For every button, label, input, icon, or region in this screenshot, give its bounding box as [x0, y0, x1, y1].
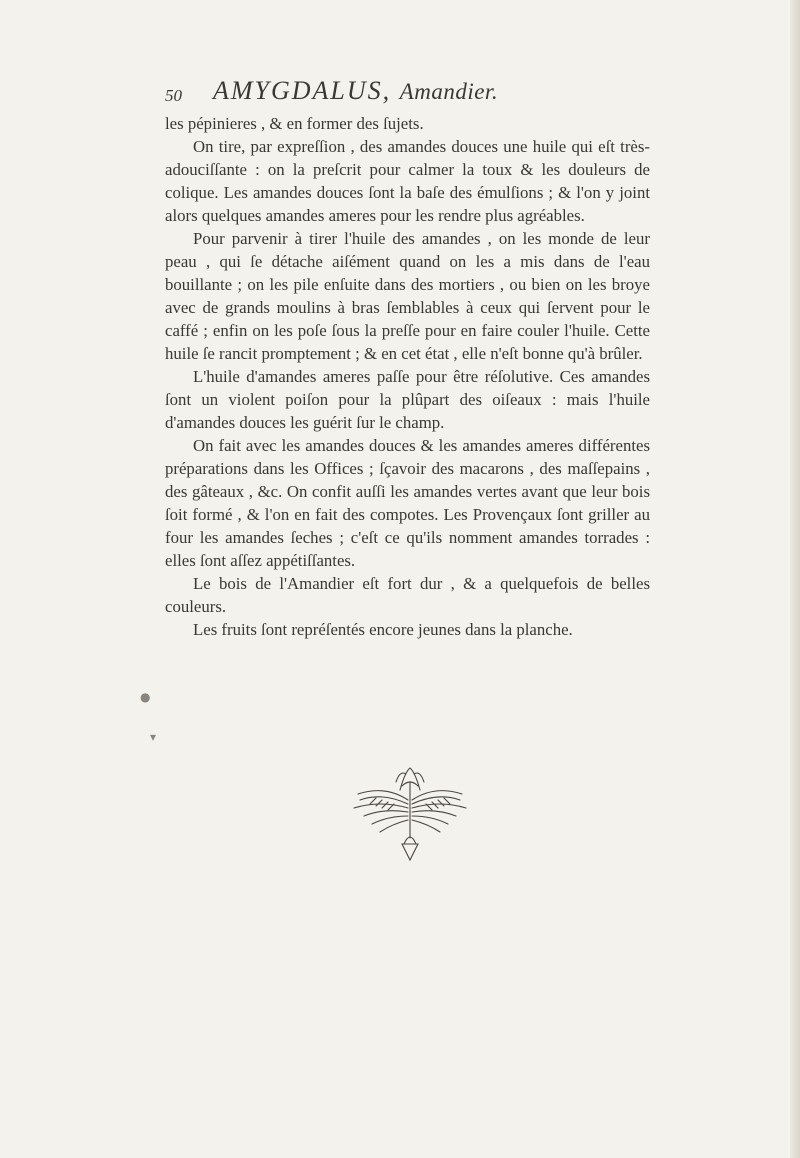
- paragraph-fruits: Les fruits ſont repréſentés encore jeunes dans la planche.: [193, 620, 573, 639]
- running-header: [165, 76, 645, 116]
- paragraph-bois: Le bois de l'Amandier eſt fort dur , & a quelquefois de belles couleurs.: [165, 574, 650, 616]
- page-number: 50: [165, 86, 182, 105]
- paragraph-preparations: On fait avec les amandes douces & les amandes ameres différentes préparations dans les Offices ; ſçavoir des macarons , des maſſepains , des gâteaux , &c. On confit auſſi les amandes vertes avant que leur bois ſoit formé , & l'on en fait des compotes. Les Provençaux ſont griller au four les amandes ſeches ; c'eſt ce qu'ils nomment amandes torrades : elles ſont aſſez appétiſſantes.: [165, 436, 650, 570]
- paragraph-extraction: Pour parvenir à tirer l'huile des amandes , on les monde de leur peau , qui ſe détache aiſément quand on les a mis dans de l'eau bouillante ; on les pile enſuite dans des mortiers , ou bien on les broye avec de grands moulins à bras ſemblables à ceux qui ſervent pour le caffé ; enfin on les poſe ſous la preſſe pour en faire couler l'huile. Cette huile ſe rancit promptement ; & en cet état , elle n'eſt bonne qu'à brûler.: [165, 229, 650, 363]
- page-edge: [790, 0, 800, 1158]
- title-genus: AMYGDALUS,: [213, 76, 392, 105]
- body-text: [165, 112, 650, 641]
- paragraph-huile: On tire, par expreſſion , des amandes douces une huile qui eſt très-adouciſſante : on la preſcrit pour calmer la toux & les douleurs de colique. Les amandes douces ſont la baſe des émulſions ; & l'on y joint alors quelques amandes ameres pour les rendre plus agréables.: [165, 137, 650, 225]
- floral-vignette-icon: [330, 760, 490, 870]
- running-title: [213, 76, 498, 106]
- ink-speck: ●: [140, 690, 151, 704]
- title-common: Amandier.: [399, 79, 499, 104]
- ink-speck: ▾: [150, 730, 157, 744]
- paragraph-ameres: L'huile d'amandes ameres paſſe pour être réſolutive. Ces amandes ſont un violent poiſon pour la plûpart des oiſeaux : mais l'huile d'amandes douces les guérit ſur le champ.: [165, 367, 650, 432]
- paragraph-continuation: les pépinieres , & en former des ſujets.: [165, 114, 424, 133]
